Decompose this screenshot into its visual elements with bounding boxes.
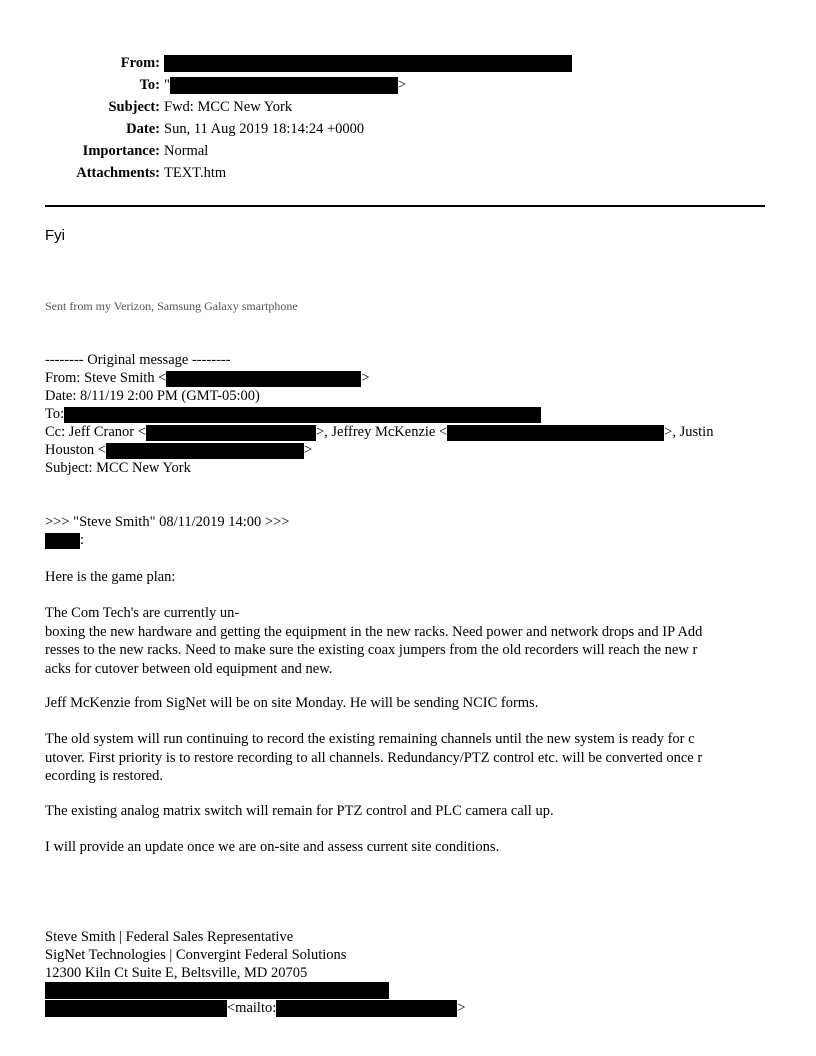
redaction-bar xyxy=(45,533,80,549)
message-fyi: Fyi xyxy=(45,227,65,244)
redaction-bar xyxy=(166,371,361,387)
paragraph-line: acks for cutover between old equipment and new. xyxy=(45,660,333,677)
greeting-line: : xyxy=(45,531,780,549)
importance-label: Importance: xyxy=(82,143,160,159)
subject-value: Fwd: MCC New York xyxy=(164,99,293,115)
original-from-line: From: Steve Smith < > xyxy=(45,370,370,386)
signature-email-line: <mailto: > xyxy=(45,999,780,1017)
paragraph-line: The old system will run continuing to record the existing remaining channels until the new system is ready for c xyxy=(45,731,695,747)
paragraph-mckenzie: Jeff McKenzie from SigNet will be on site Monday. He will be sending NCIC forms. xyxy=(45,695,539,711)
redaction-bar xyxy=(146,425,316,441)
attachments-value[interactable]: TEXT.htm xyxy=(164,165,227,181)
to-value: " > xyxy=(164,77,407,93)
paragraph-line: boxing the new hardware and getting the equipment in the new racks. Need power and network drops and IP Add xyxy=(45,623,703,640)
original-cc-line-2: Houston < > xyxy=(45,442,313,458)
to-label: To: xyxy=(139,77,160,93)
date-label: Date: xyxy=(126,121,160,137)
redaction-bar xyxy=(45,1000,227,1017)
original-date-line: Date: 8/11/19 2:00 PM (GMT-05:00) xyxy=(45,388,260,404)
redaction-bar xyxy=(45,982,389,999)
from-label: From: xyxy=(120,55,160,71)
paragraph-game-plan: Here is the game plan: xyxy=(45,569,176,585)
paragraph-line: The Com Tech's are currently un- xyxy=(45,605,240,621)
attachments-label: Attachments: xyxy=(76,165,160,181)
importance-value: Normal xyxy=(164,143,209,159)
redaction-bar xyxy=(164,55,572,72)
paragraph-line: ecording is restored. xyxy=(45,768,163,784)
original-message-divider: -------- Original message -------- xyxy=(45,352,231,368)
date-value: Sun, 11 Aug 2019 18:14:24 +0000 xyxy=(164,121,365,137)
original-subject-line: Subject: MCC New York xyxy=(45,460,191,476)
header-divider xyxy=(45,205,765,207)
signature-address: 12300 Kiln Ct Suite E, Beltsville, MD 20705 xyxy=(45,965,308,981)
quote-header: >>> "Steve Smith" 08/11/2019 14:00 >>> xyxy=(45,514,290,530)
signature-company: SigNet Technologies | Convergint Federal Solutions xyxy=(45,947,347,963)
signature-name-title: Steve Smith | Federal Sales Representative xyxy=(45,929,294,945)
paragraph-line: utover. First priority is to restore recording to all channels. Redundancy/PTZ control etc. will be converted once r xyxy=(45,749,703,766)
paragraph-matrix-switch: The existing analog matrix switch will remain for PTZ control and PLC camera call up. xyxy=(45,803,554,819)
redaction-bar xyxy=(106,443,304,459)
subject-label: Subject: xyxy=(108,99,160,115)
from-value xyxy=(164,52,572,74)
paragraph-line: resses to the new racks. Need to make sure the existing coax jumpers from the old recorders will reach the new r xyxy=(45,642,698,658)
redaction-bar xyxy=(64,407,541,423)
original-cc-line: Cc: Jeff Cranor < >, Jeffrey McKenzie < >, Justin xyxy=(45,424,714,440)
paragraph-unboxing xyxy=(45,604,775,678)
redaction-bar xyxy=(170,77,398,94)
paragraph-old-system xyxy=(45,730,775,786)
original-to-line: To: xyxy=(45,405,780,423)
sent-from-line: Sent from my Verizon, Samsung Galaxy smartphone xyxy=(45,299,298,313)
redaction-bar xyxy=(276,1000,457,1017)
redaction-bar xyxy=(447,425,664,441)
paragraph-update: I will provide an update once we are on-site and assess current site conditions. xyxy=(45,839,500,855)
signature-redacted-line xyxy=(45,981,780,999)
